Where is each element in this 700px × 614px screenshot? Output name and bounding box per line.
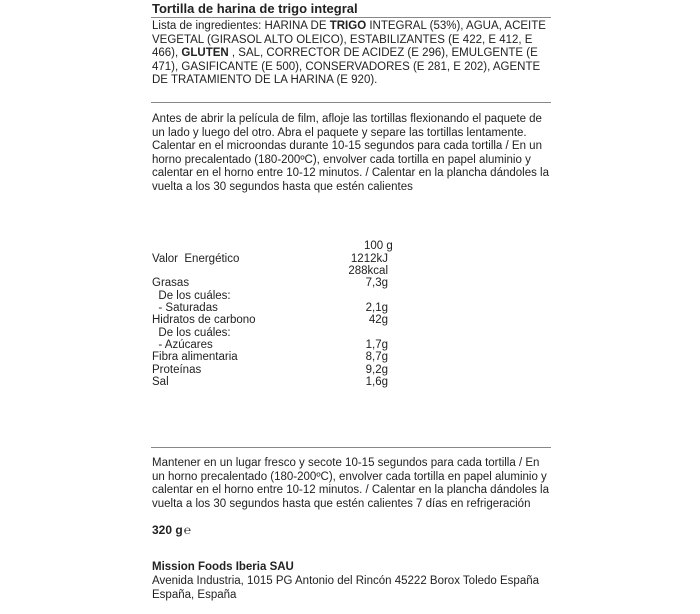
- ingredients-label: Lista de ingredientes:: [152, 20, 262, 32]
- nutrition-label: Proteínas: [152, 364, 202, 376]
- nutrition-value: 9,2g: [365, 364, 388, 376]
- nutrition-label: Grasas: [152, 277, 190, 289]
- divider: [151, 447, 551, 448]
- nutrition-value: 288kcal: [348, 265, 388, 277]
- net-weight-value: 320 g: [152, 523, 183, 537]
- allergen-text: TRIGO: [329, 20, 367, 32]
- nutrition-label: - Azúcares: [152, 339, 213, 351]
- nutrition-table: [151, 237, 551, 433]
- ingredient-text: INTEGRAL (53%), AGUA, ACEITE VEGETAL (GIRASOL ALTO OLEICO), ESTABILIZANTES (E 422, E 412, E 466),: [152, 20, 546, 59]
- preparation-instructions: Antes de abrir la película de film, afloje las tortillas flexionando el paquete de un lado y luego del otro. Abra el paquete y separe las tortillas lentamente. Calentar en el microondas durante 10-15 segundos para cada tortilla / En un horno precalentado (180-200ºC), envolver cada tortilla en papel aluminio y calentar en el horno entre 10-12 minutos. / Calentar en la plancha dándoles la vuelta a los 30 segundos hasta que estén calientes: [152, 113, 550, 193]
- company-info: [152, 560, 539, 602]
- nutrition-label: Valor Energético: [152, 253, 240, 265]
- storage-instructions: Mantener en un lugar fresco y secote 10-15 segundos para cada tortilla / En un horno precalentado (180-200ºC), envolver cada tortilla en papel aluminio y calentar en el horno entre 10-12 minutos. / Calentar en la plancha dándoles la vuelta a los 30 segundos hasta que estén calientes 7 días en refrigeración: [152, 457, 550, 510]
- company-country: España, España: [152, 589, 237, 601]
- nutrition-value: 42g: [368, 314, 388, 326]
- nutrition-per-label: 100 g: [364, 240, 393, 252]
- net-weight: [152, 523, 191, 537]
- nutrition-value: 1,7g: [365, 339, 388, 351]
- nutrition-value: 7,3g: [365, 277, 388, 289]
- ingredient-text: HARINA DE: [261, 20, 330, 32]
- ingredient-text: , SAL, CORRECTOR DE ACIDEZ (E 296), EMULGENTE (E 471), GASIFICANTE (E 500), CONSERVADORES (E 281, E 202), AGENTE DE TRATAMIENTO DE LA HARINA (E 920).: [152, 47, 541, 86]
- nutrition-value: 1,6g: [365, 376, 388, 388]
- product-title: Tortilla de harina de trigo integral: [151, 0, 551, 18]
- nutrition-value: 8,7g: [365, 351, 388, 363]
- ingredients-list: [151, 18, 551, 103]
- nutrition-label: - Saturadas: [152, 302, 218, 314]
- estimated-sign-icon: ℮: [183, 523, 191, 537]
- company-name: Mission Foods Iberia SAU: [152, 561, 294, 573]
- nutrition-value: 2,1g: [365, 302, 388, 314]
- nutrition-label: De los cuáles:: [152, 290, 231, 302]
- nutrition-label: Fibra alimentaria: [152, 351, 238, 363]
- nutrition-value: 1212kJ: [350, 253, 388, 265]
- nutrition-label: Sal: [152, 376, 169, 388]
- nutrition-label: Hidratos de carbono: [152, 314, 256, 326]
- company-address: Avenida Industria, 1015 PG Antonio del Rincón 45222 Borox Toledo España: [152, 575, 540, 587]
- nutrition-label: De los cuáles:: [152, 327, 231, 339]
- allergen-text: GLUTEN: [181, 47, 229, 59]
